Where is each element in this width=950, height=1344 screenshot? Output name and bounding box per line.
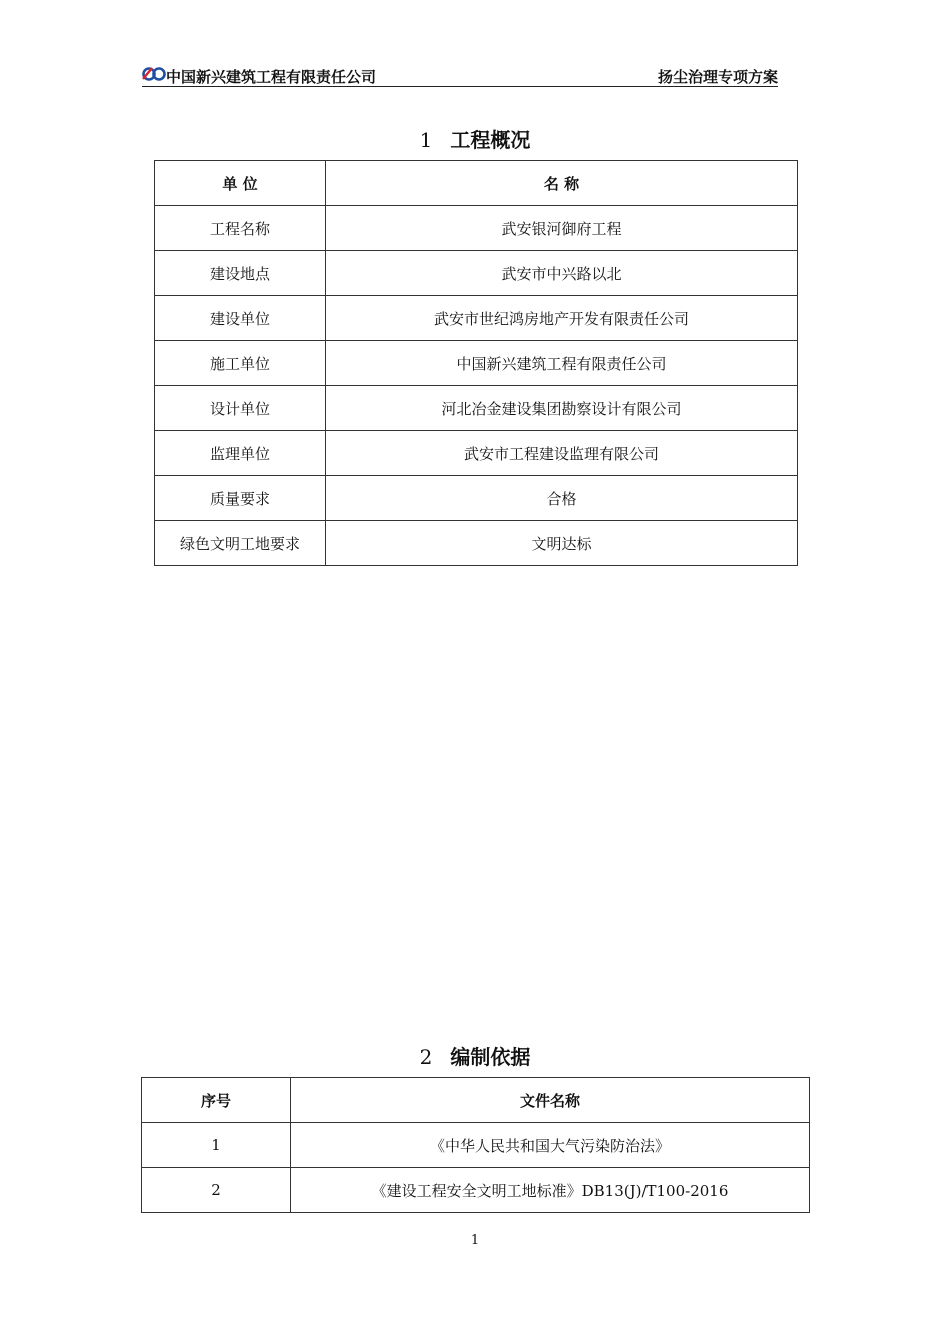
section-1-title: 工程概况 xyxy=(450,128,531,152)
table-row xyxy=(155,521,798,566)
column-header-document: 文件名称 xyxy=(291,1078,810,1123)
row-label: 质量要求 xyxy=(155,476,326,521)
row-label: 施工单位 xyxy=(155,341,326,386)
row-label: 设计单位 xyxy=(155,386,326,431)
column-header-unit: 单 位 xyxy=(155,161,326,206)
row-value: 武安市中兴路以北 xyxy=(326,251,798,296)
page-header xyxy=(142,64,778,87)
table-row xyxy=(155,476,798,521)
table-row xyxy=(142,1123,810,1168)
row-value: 武安银河御府工程 xyxy=(326,206,798,251)
section-1-number: 1 xyxy=(419,128,433,152)
row-label: 监理单位 xyxy=(155,431,326,476)
row-index: 2 xyxy=(142,1168,291,1213)
compilation-basis-table xyxy=(141,1077,810,1213)
section-2-title: 编制依据 xyxy=(450,1045,531,1069)
row-value: 武安市工程建设监理有限公司 xyxy=(326,431,798,476)
table-row xyxy=(155,296,798,341)
company-logo-icon xyxy=(142,66,166,82)
row-label: 建设地点 xyxy=(155,251,326,296)
table-row xyxy=(155,431,798,476)
table-row xyxy=(155,251,798,296)
document-title: 扬尘治理专项方案 xyxy=(657,68,778,86)
section-2-heading xyxy=(0,1041,950,1070)
table-header-row xyxy=(155,161,798,206)
table-row xyxy=(155,341,798,386)
table-row xyxy=(142,1168,810,1213)
company-name: 中国新兴建筑工程有限责任公司 xyxy=(166,68,377,86)
row-document: 《建设工程安全文明工地标准》DB13(J)/T100-2016 xyxy=(291,1168,810,1213)
table-row xyxy=(155,386,798,431)
row-value: 中国新兴建筑工程有限责任公司 xyxy=(326,341,798,386)
project-overview-table xyxy=(154,160,798,566)
page-number: 1 xyxy=(470,1233,480,1248)
column-header-index: 序号 xyxy=(142,1078,291,1123)
row-value: 合格 xyxy=(326,476,798,521)
row-index: 1 xyxy=(142,1123,291,1168)
row-label: 工程名称 xyxy=(155,206,326,251)
column-header-name: 名 称 xyxy=(326,161,798,206)
row-value: 河北冶金建设集团勘察设计有限公司 xyxy=(326,386,798,431)
row-label: 建设单位 xyxy=(155,296,326,341)
table-row xyxy=(155,206,798,251)
table-header-row xyxy=(142,1078,810,1123)
row-document: 《中华人民共和国大气污染防治法》 xyxy=(291,1123,810,1168)
row-value: 文明达标 xyxy=(326,521,798,566)
row-value: 武安市世纪鸿房地产开发有限责任公司 xyxy=(326,296,798,341)
section-1-heading xyxy=(0,124,950,153)
section-2-number: 2 xyxy=(419,1045,433,1069)
row-label: 绿色文明工地要求 xyxy=(155,521,326,566)
